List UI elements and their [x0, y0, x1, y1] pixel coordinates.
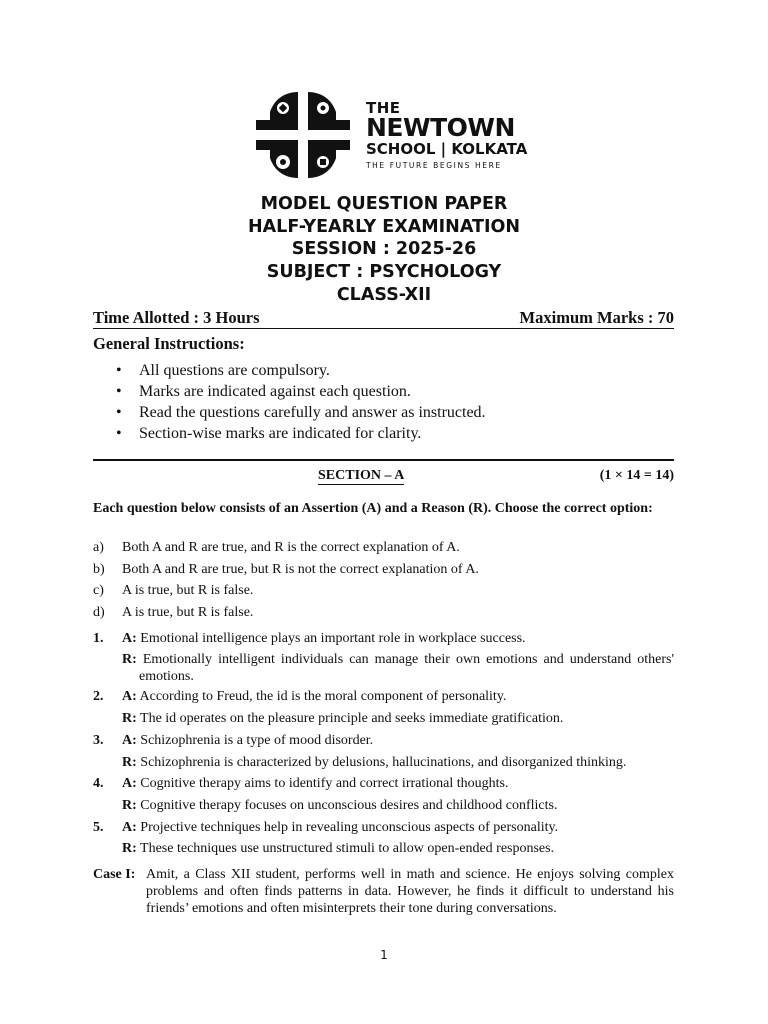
list-item — [116, 423, 486, 444]
general-instructions-list — [116, 360, 486, 444]
exam-meta-row — [93, 308, 674, 329]
option-text: A is true, but R is false. — [122, 605, 254, 621]
reason-text: These techniques use unstructured stimuli to allow open-ended responses. — [140, 841, 555, 856]
bullet-icon: • — [116, 362, 122, 379]
instruction-text: Read the questions carefully and answer as instructed. — [139, 404, 486, 421]
logo-wordmark — [366, 100, 527, 172]
section-divider — [93, 459, 674, 461]
case-text: Amit, a Class XII student, performs well in math and science. He enjoys solving complex problems and often finds patterns in data. However, he finds it difficult to understand his friends’ emotions and often misinterprets their tone during conversations. — [146, 867, 674, 916]
assertion-label: A: — [122, 689, 137, 704]
assertion-text: Projective techniques help in revealing unconscious aspects of personality. — [140, 820, 559, 835]
assertion-text: Schizophrenia is a type of mood disorder. — [140, 733, 374, 748]
page-number: 1 — [380, 948, 388, 962]
reason-text: The id operates on the pleasure principle and seeks immediate gratification. — [140, 711, 564, 726]
assertion — [122, 630, 674, 647]
bullet-icon: • — [116, 404, 122, 421]
reason-label: R: — [122, 841, 137, 856]
list-item — [116, 360, 486, 381]
paper-title-block — [0, 193, 768, 307]
option-key: a) — [93, 540, 104, 555]
list-item — [116, 381, 486, 402]
assertion-text: According to Freud, the id is the moral component of personality. — [139, 689, 507, 704]
instruction-text: Section-wise marks are indicated for clarity. — [139, 425, 422, 442]
assertion — [122, 819, 674, 836]
paper-type: MODEL QUESTION PAPER — [260, 194, 508, 214]
option-key: b) — [93, 561, 105, 577]
class-name: CLASS-XII — [336, 284, 432, 305]
option-text: A is true, but R is false. — [122, 583, 254, 599]
session: SESSION : 2025-26 — [291, 239, 477, 260]
reason-label: R: — [122, 755, 137, 770]
reason-text: Schizophrenia is characterized by delusions, hallucinations, and disorganized thinking. — [140, 755, 627, 770]
option-text: Both A and R are true, and R is the correct explanation of A. — [122, 540, 460, 555]
assertion-text: Emotional intelligence plays an important role in workplace success. — [140, 631, 526, 646]
reason — [122, 710, 674, 727]
exam-name: HALF-YEARLY EXAMINATION — [247, 216, 520, 237]
section-marks: (1 × 14 = 14) — [599, 468, 674, 483]
instruction-text: All questions are compulsory. — [139, 362, 330, 379]
assertion — [122, 775, 674, 792]
section-instruction: Each question below consists of an Assertion (A) and a Reason (R). Choose the correct option: — [93, 501, 653, 516]
section-title: SECTION – A — [318, 468, 405, 483]
reason-label: R: — [122, 711, 137, 726]
question-number: 4. — [93, 776, 104, 791]
option-key: d) — [93, 605, 105, 621]
assertion-label: A: — [122, 631, 137, 646]
logo-school-location: SCHOOL | KOLKATA — [366, 140, 528, 158]
logo-the: THE — [366, 99, 401, 117]
option-text: Both A and R are true, but R is not the correct explanation of A. — [122, 561, 479, 577]
assertion — [122, 688, 674, 705]
subject: SUBJECT : PSYCHOLOGY — [266, 262, 502, 283]
question-number: 1. — [93, 631, 104, 646]
section-a-header — [93, 468, 674, 486]
reason — [122, 651, 674, 685]
school-emblem-icon — [250, 86, 356, 184]
assertion — [122, 732, 674, 749]
assertion-label: A: — [122, 820, 137, 835]
reason-label: R: — [122, 652, 137, 667]
school-logo — [250, 86, 530, 186]
reason-text: Cognitive therapy focuses on unconscious desires and childhood conflicts. — [140, 798, 558, 813]
logo-school-name: NEWTOWN — [366, 113, 515, 142]
question-number: 5. — [93, 820, 104, 835]
logo-tagline: THE FUTURE BEGINS HERE — [366, 161, 502, 170]
case-label: Case I: — [93, 867, 136, 882]
bullet-icon: • — [116, 383, 122, 400]
list-item — [116, 402, 486, 423]
reason-label: R: — [122, 798, 137, 813]
assertion-label: A: — [122, 733, 137, 748]
reason — [122, 754, 674, 771]
time-allotted: Time Allotted : 3 Hours — [93, 308, 260, 327]
reason — [122, 840, 674, 857]
question-number: 2. — [93, 689, 104, 704]
reason-text: Emotionally intelligent individuals can manage their own emotions and understand others' emotions. — [139, 652, 675, 684]
assertion-text: Cognitive therapy aims to identify and correct irrational thoughts. — [140, 776, 509, 791]
general-instructions-heading: General Instructions: — [93, 334, 245, 353]
option-key: c) — [93, 583, 104, 599]
maximum-marks: Maximum Marks : 70 — [519, 308, 674, 327]
bullet-icon: • — [116, 425, 122, 442]
instruction-text: Marks are indicated against each question. — [139, 383, 411, 400]
assertion-label: A: — [122, 776, 137, 791]
question-number: 3. — [93, 733, 104, 748]
reason — [122, 797, 674, 814]
